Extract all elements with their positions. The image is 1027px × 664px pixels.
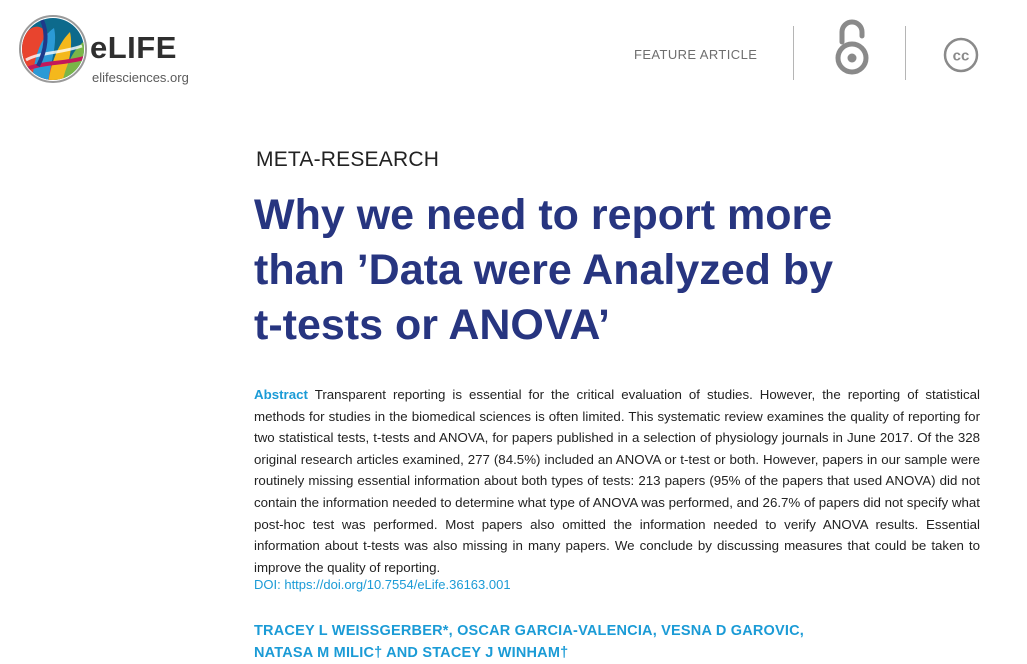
author-list (254, 620, 994, 664)
title-line: Why we need to report more (254, 191, 833, 239)
creative-commons-icon (942, 36, 980, 74)
cc-label: cc (952, 47, 970, 65)
abstract-label: Abstract (254, 387, 308, 402)
authors-line[interactable]: TRACEY L WEISSGERBER*, OSCAR GARCIA-VALENCIA, VESNA D GAROVIC, (254, 623, 805, 639)
article-type-label: FEATURE ARTICLE (634, 47, 758, 62)
header-divider (905, 26, 906, 80)
site-url[interactable]: elifesciences.org (92, 70, 189, 85)
authors-line[interactable]: NATASA M MILIC† AND STACEY J WINHAM† (254, 645, 569, 661)
open-access-icon (830, 16, 874, 78)
abstract-text: Transparent reporting is essential for the critical evaluation of studies. However, the reporting of statistical methods for studies in the biomedical sciences is often limited. This systematic review examines the quality of reporting for two statistical tests, t-tests and ANOVA, for papers published in a selection of physiology journals in June 2017. Of the 328 original research articles examined, 277 (84.5%) included an ANOVA or t-test or both. However, papers in our sample were routinely missing essential information about both types of tests: 213 papers (95% of the papers that used ANOVA) did not contain the information needed to determine what type of ANOVA was performed, and 26.7% of papers did not specify what post-hoc test was performed. Most papers also omitted the information needed to verify ANOVA results. Essential information about t-tests was also missing in many papers. We conclude by discussing measures that could be taken to improve the quality of reporting. (254, 387, 980, 575)
article-title (254, 188, 994, 353)
elife-logo-icon[interactable] (18, 14, 88, 84)
abstract (254, 384, 980, 578)
header-divider (793, 26, 794, 80)
section-label: META-RESEARCH (256, 148, 440, 171)
doi-link[interactable]: DOI: https://doi.org/10.7554/eLife.36163.001 (254, 577, 511, 592)
title-line: t-tests or ANOVA’ (254, 301, 610, 349)
title-line: than ’Data were Analyzed by (254, 246, 834, 294)
brand-name[interactable]: eLIFE (90, 30, 177, 65)
